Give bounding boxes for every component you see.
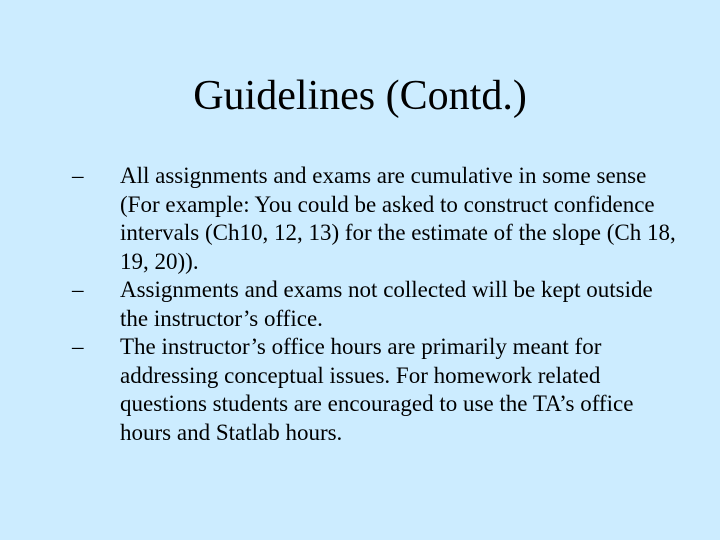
- bullet-item: [72, 333, 680, 447]
- dash-bullet-icon: –: [72, 277, 84, 302]
- slide-title: Guidelines (Contd.): [193, 73, 527, 119]
- bullet-text: The instructor’s office hours are primarily meant for addressing conceptual issues. For homework related questions students are encouraged to use the TA’s office hours and Statlab hours.: [120, 334, 634, 445]
- bullet-text: Assignments and exams not collected will be kept outside the instructor’s office.: [120, 277, 653, 331]
- dash-bullet-icon: –: [72, 163, 84, 188]
- bullet-item: [72, 276, 680, 333]
- bullet-item: [72, 162, 680, 276]
- bullet-text: All assignments and exams are cumulative in some sense (For example: You could be asked to construct confidence intervals (Ch10, 12, 13) for the estimate of the slope (Ch 18, 19, 20)).: [120, 163, 676, 274]
- bullet-list: [72, 162, 680, 447]
- dash-bullet-icon: –: [72, 334, 84, 359]
